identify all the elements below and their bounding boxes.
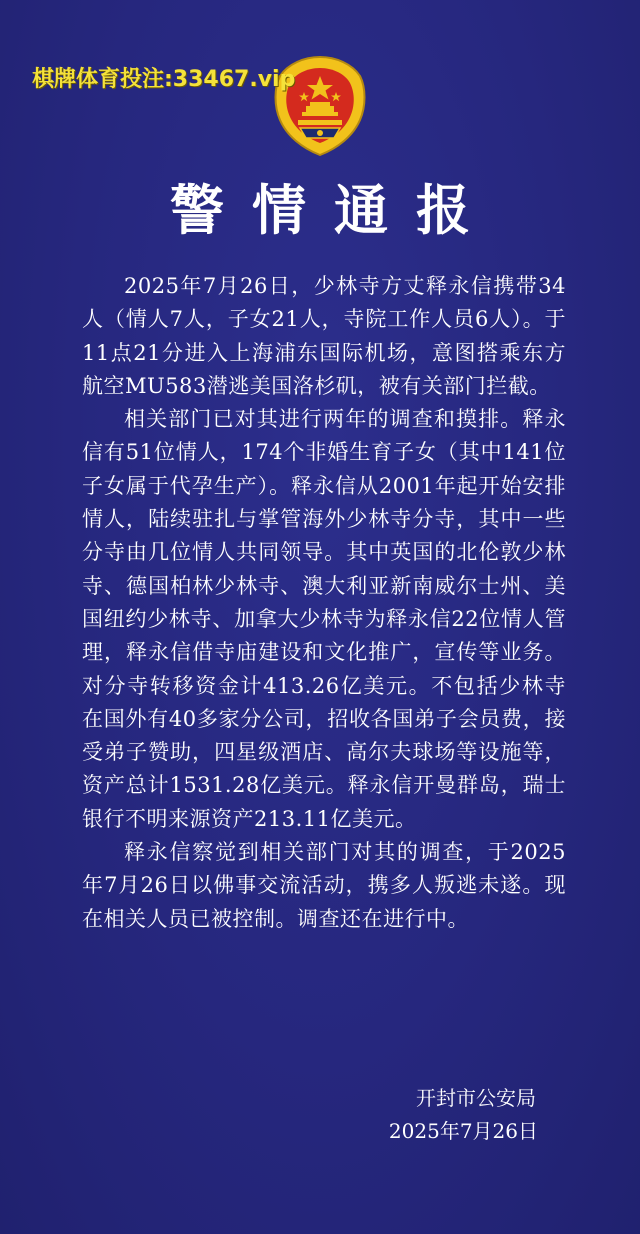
notice-body bbox=[82, 270, 566, 936]
issue-date: 2025年7月26日 bbox=[388, 1119, 538, 1143]
paragraph-2: 相关部门已对其进行两年的调查和摸排。释永信有51位情人，174个非婚生育子女（其中141位子女属于代孕生产）。释永信从2001年起开始安排情人，陆续驻扎与掌管海外少林寺分寺，其中一些分寺由几位情人共同领导。其中英国的北伦敦少林寺、德国柏林少林寺、澳大利亚新南威尔士州、美国纽约少林寺、加拿大少林寺为释永信22位情人管理，释永信借寺庙建设和文化推广，宣传等业务。对分寺转移资金计413.26亿美元。不包括少林寺在国外有40多家分公司，招收各国弟子会员费，接受弟子赞助，四星级酒店、高尔夫球场等设施等，资产总计1531.28亿美元。释永信开曼群岛，瑞士银行不明来源资产213.11亿美元。 bbox=[82, 407, 566, 831]
watermark-text: 棋牌体育投注:33467.vip bbox=[32, 67, 296, 92]
paragraph-1: 2025年7月26日，少林寺方丈释永信携带34人（情人7人，子女21人，寺院工作人员6人）。于11点21分进入上海浦东国际机场，意图搭乘东方航空MU583潜逃美国洛杉矶，被有关部门拦截。 bbox=[82, 274, 566, 398]
page-title: 警情通报 bbox=[170, 178, 498, 242]
paragraph-3: 释永信察觉到相关部门对其的调查，于2025年7月26日以佛事交流活动，携多人叛逃未遂。现在相关人员已被控制。调查还在进行中。 bbox=[82, 840, 566, 931]
signature-block bbox=[389, 1082, 538, 1148]
issuing-organization: 开封市公安局 bbox=[416, 1086, 536, 1110]
